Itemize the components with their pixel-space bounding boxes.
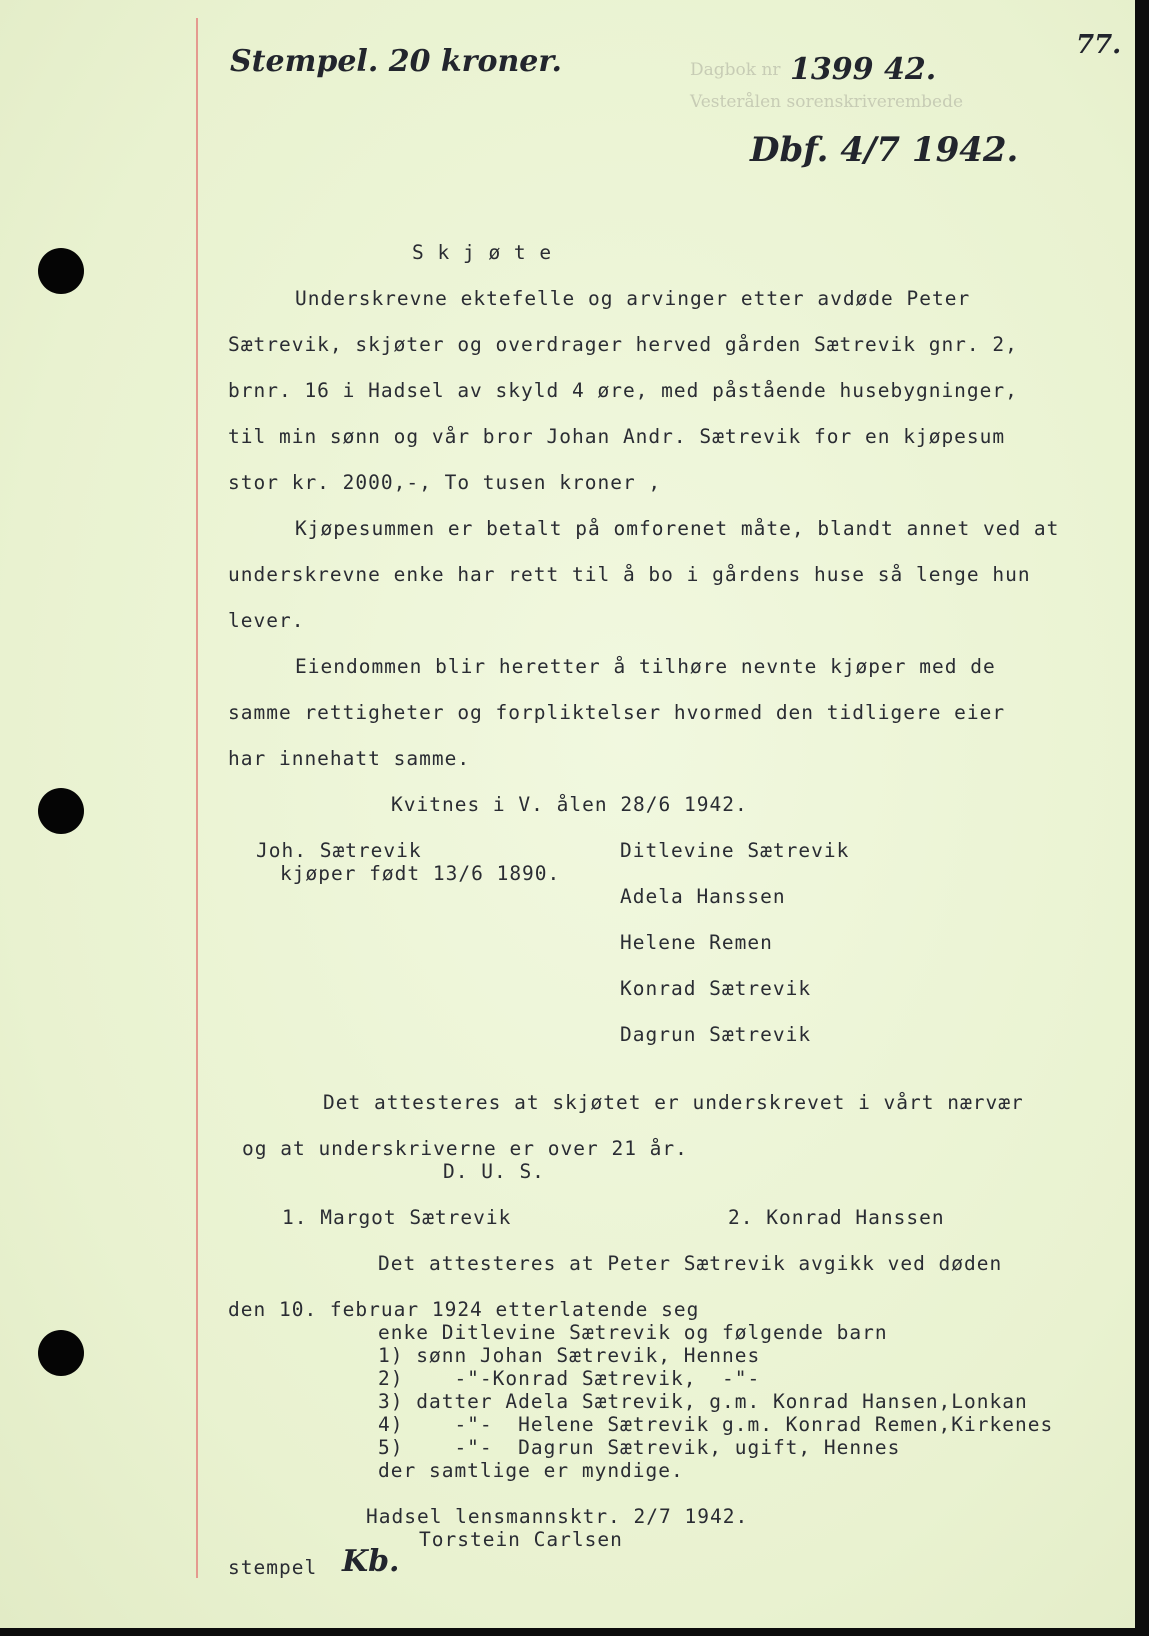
seller-name: Konrad Sætrevik (620, 977, 812, 1000)
seller-name: Adela Hanssen (620, 885, 786, 908)
text-line: Sætrevik, skjøter og overdrager herved gården Sætrevik gnr. 2, (228, 333, 1018, 356)
page-number: 77. (1076, 30, 1122, 60)
place-date: Kvitnes i V. ålen 28/6 1942. (391, 793, 748, 816)
attest-line: enke Ditlevine Sætrevik og følgende barn (378, 1321, 888, 1344)
child-entry: 5) -"- Dagrun Sætrevik, ugift, Hennes (378, 1436, 901, 1459)
child-entry: 3) datter Adela Sætrevik, g.m. Konrad Hansen,Lonkan (378, 1390, 1028, 1413)
seller-name: Ditlevine Sætrevik (620, 839, 850, 862)
text-line: stor kr. 2000,-, To tusen kroner , (228, 471, 662, 494)
text-line: underskrevne enke har rett til å bo i gårdens huse så lenge hun (228, 563, 1031, 586)
stamp-label: stempel (228, 1556, 318, 1579)
office-name: Torstein Carlsen (419, 1528, 623, 1551)
office-place-date: Hadsel lensmannsktr. 2/7 1942. (366, 1505, 749, 1528)
witness-name: 2. Konrad Hanssen (728, 1206, 945, 1229)
attest-line: den 10. februar 1924 etterlatende seg (228, 1298, 700, 1321)
stamp-fee-note: Stempel. 20 kroner. (230, 44, 562, 79)
child-entry: 2) -"-Konrad Sætrevik, -"- (378, 1367, 761, 1390)
seller-name: Helene Remen (620, 931, 773, 954)
buyer-info: kjøper født 13/6 1890. (280, 862, 561, 885)
buyer-name: Joh. Sætrevik (256, 839, 422, 862)
child-entry: 1) sønn Johan Sætrevik, Hennes (378, 1344, 761, 1367)
punch-hole (38, 1330, 84, 1376)
attest-line: Det attesteres at Peter Sætrevik avgikk ved døden (378, 1252, 1003, 1275)
attest-closing: der samtlige er myndige. (378, 1459, 684, 1482)
faint-stamp-line2: Vesterålen sorenskriverembede (690, 92, 964, 112)
punch-hole (38, 248, 84, 294)
attest-line: Det attesteres at skjøtet er underskrevet i vårt nærvær (323, 1091, 1024, 1114)
registration-note: Dbf. 4/7 1942. (750, 130, 1019, 170)
faint-stamp-line1: Dagbok nr (690, 60, 781, 80)
text-line: samme rettigheter og forpliktelser hvormed den tidligere eier (228, 701, 1006, 724)
attest-line: og at underskriverne er over 21 år. (242, 1137, 688, 1160)
document-title: S k j ø t e (412, 241, 553, 264)
text-line: brnr. 16 i Hadsel av skyld 4 øre, med påstående husebygninger, (228, 379, 1018, 402)
child-entry: 4) -"- Helene Sætrevik g.m. Konrad Remen,Kirkenes (378, 1413, 1054, 1436)
dus-mark: D. U. S. (443, 1160, 545, 1183)
text-line: Underskrevne ektefelle og arvinger etter avdøde Peter (295, 287, 971, 310)
text-line: Eiendommen blir heretter å tilhøre nevnte kjøper med de (295, 655, 996, 678)
text-line: har innehatt samme. (228, 747, 471, 770)
margin-line (196, 18, 198, 1578)
handwritten-initials: Kb. (342, 1544, 400, 1579)
seller-name: Dagrun Sætrevik (620, 1023, 812, 1046)
text-line: Kjøpesummen er betalt på omforenet måte, blandt annet ved at (295, 517, 1060, 540)
document-number: 1399 42. (790, 52, 937, 87)
text-line: lever. (228, 609, 305, 632)
text-line: til min sønn og vår bror Johan Andr. Sætrevik for en kjøpesum (228, 425, 1006, 448)
punch-hole (38, 788, 84, 834)
witness-name: 1. Margot Sætrevik (282, 1206, 512, 1229)
